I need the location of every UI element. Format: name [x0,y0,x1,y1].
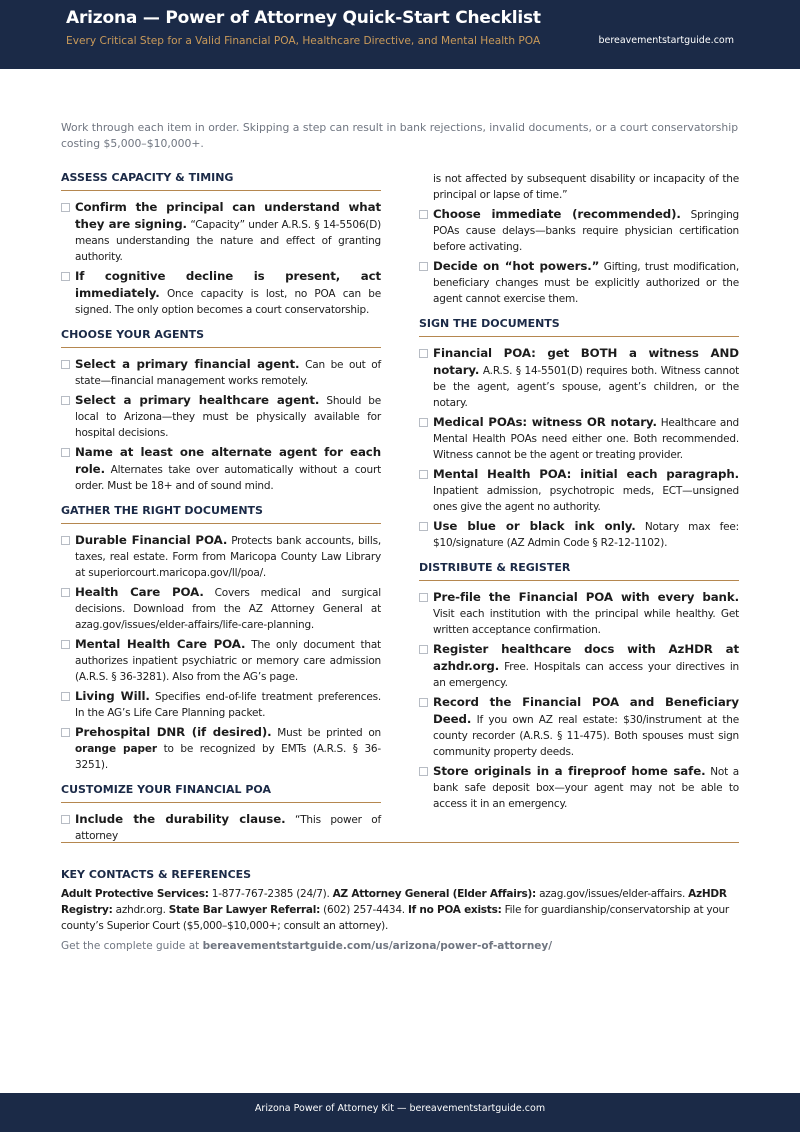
section-sign [419,317,739,551]
footer-text: Arizona Power of Attorney Kit — bereavementstartguide.com [254,1103,546,1114]
checklist-item: Decide on “hot powers.” Gifting, trust modification, beneficiary changes must be explicitly authorized or the agent cannot exercise them. [419,258,739,307]
page-title: Arizona — Power of Attorney Quick-Start Checklist [66,8,541,28]
checklist-item: Confirm the principal can understand what they are signing. “Capacity” under A.R.S. § 14-5506(D) means understanding the nature and effect of granting authority. [61,199,381,265]
checklist-item: Mental Health Care POA. The only document that authorizes inpatient psychiatric or memory care admission (A.R.S. § 36-3281). Also from the AG’s page. [61,636,381,685]
checklist-item: Record the Financial POA and Beneficiary Deed. If you own AZ real estate: $30/instrument at the county recorder (A.R.S. § 11-475). Both spouses must sign community property deeds. [419,694,739,760]
header-site: bereavementstartguide.com [598,35,734,46]
section-customize [61,783,381,844]
checklist-item: If cognitive decline is present, act immediately. Once capacity is lost, no POA can be signed. The only option becomes a court conservatorship. [61,268,381,318]
checkbox[interactable] [419,418,428,427]
checklist-item: Prehospital DNR (if desired). Must be printed on orange paper to be recognized by EMTs (A.R.S. § 36-3251). [61,724,381,773]
checkbox[interactable] [61,448,70,457]
section-distribute [419,561,739,812]
checkbox[interactable] [61,692,70,701]
checkbox[interactable] [419,645,428,654]
checklist-item-continued: is not affected by subsequent disability or incapacity of the principal or lapse of time.” [433,173,739,201]
section-agents [61,328,381,494]
right-column [419,171,739,822]
section-title: SIGN THE DOCUMENTS [419,317,739,337]
checkbox[interactable] [61,360,70,369]
checklist-item: Use blue or black ink only. Notary max fee: $10/signature (AZ Admin Code § R2-12-1102). [419,518,739,551]
section-title: CUSTOMIZE YOUR FINANCIAL POA [61,783,381,803]
contacts-title: KEY CONTACTS & REFERENCES [61,868,252,881]
section-title: GATHER THE RIGHT DOCUMENTS [61,504,381,524]
checkbox[interactable] [419,349,428,358]
section-assess [61,171,381,318]
divider [61,842,739,843]
checklist-item: Financial POA: get BOTH a witness AND notary. A.R.S. § 14-5501(D) requires both. Witness cannot be the agent, agent’s spouse, agent’s children, or the notary. [419,345,739,411]
checklist-item: Medical POAs: witness OR notary. Healthcare and Mental Health POAs need either one. Both recommended. Witness cannot be the agent or treating provider. [419,414,739,463]
checkbox[interactable] [61,815,70,824]
checkbox[interactable] [61,396,70,405]
checklist-item: Living Will. Specifies end-of-life treatment preferences. In the AG’s Life Care Planning packet. [61,688,381,721]
page-footer [0,1093,800,1132]
section-title: ASSESS CAPACITY & TIMING [61,171,381,191]
checkbox[interactable] [419,698,428,707]
section-documents [61,504,381,773]
section-title: DISTRIBUTE & REGISTER [419,561,739,581]
checklist-item: Select a primary healthcare agent. Should be local to Arizona—they must be physically available for hospital decisions. [61,392,381,441]
checkbox[interactable] [419,593,428,602]
intro-text: Work through each item in order. Skipping a step can result in bank rejections, invalid documents, or a court conservatorship costing $5,000–$10,000+. [61,121,739,150]
checklist-item: Name at least one alternate agent for each role. Alternates take over automatically without a court order. Must be 18+ and of sound mind. [61,444,381,494]
checklist-item: Health Care POA. Covers medical and surgical decisions. Download from the AZ Attorney General at azag.gov/issues/elder-affairs/life-care-planning. [61,584,381,633]
checkbox[interactable] [61,728,70,737]
checkbox[interactable] [61,588,70,597]
checklist-item: Register healthcare docs with AzHDR at azhdr.org. Free. Hospitals can access your directives in an emergency. [419,641,739,691]
section-customize-continued [419,171,739,307]
section-title: CHOOSE YOUR AGENTS [61,328,381,348]
key-contacts [61,868,739,952]
left-column [61,171,381,854]
checkbox[interactable] [419,470,428,479]
checkbox[interactable] [61,203,70,212]
guide-link[interactable]: bereavementstartguide.com/us/arizona/power-of-attorney/ [202,940,553,952]
checkbox[interactable] [419,210,428,219]
checkbox[interactable] [61,640,70,649]
checklist-item: Include the durability clause. “This power of attorney [61,811,381,844]
contacts-text: Adult Protective Services: 1-877-767-2385 (24/7). AZ Attorney General (Elder Affairs): azag.gov/issues/elder-affairs. AzHDR Registry: azhdr.org. State Bar Lawyer Referral: (602) 257-4434. If no POA exists: File for guardianship/conservatorship at your county’s Superior Court ($5,000–$10,000+; consult an attorney). [61,888,730,932]
checkbox[interactable] [61,536,70,545]
checklist-item: Pre-file the Financial POA with every bank. Visit each institution with the principal while healthy. Get written acceptance confirmation. [419,589,739,638]
page-header [0,0,800,69]
checkbox[interactable] [61,272,70,281]
checklist-item: Store originals in a fireproof home safe. Not a bank safe deposit box—your agent may not be able to access it in an emergency. [419,763,739,812]
checkbox[interactable] [419,262,428,271]
checklist-item: Choose immediate (recommended). Springing POAs cause delays—banks require physician certification before activating. [419,206,739,255]
checkbox[interactable] [419,522,428,531]
checklist-item: Select a primary financial agent. Can be out of state—financial management works remotely. [61,356,381,389]
page-subtitle: Every Critical Step for a Valid Financial POA, Healthcare Directive, and Mental Health POA [66,35,541,47]
checklist-item: Durable Financial POA. Protects bank accounts, bills, taxes, real estate. Form from Maricopa County Law Library at superiorcourt.maricopa.gov/ll/poa/. [61,532,381,581]
checklist-item: Mental Health POA: initial each paragraph. Inpatient admission, psychotropic meds, ECT—unsigned ones give the agent no authority. [419,466,739,515]
checkbox[interactable] [419,767,428,776]
guide-line: Get the complete guide at bereavementstartguide.com/us/arizona/power-of-attorney/ [61,940,553,952]
